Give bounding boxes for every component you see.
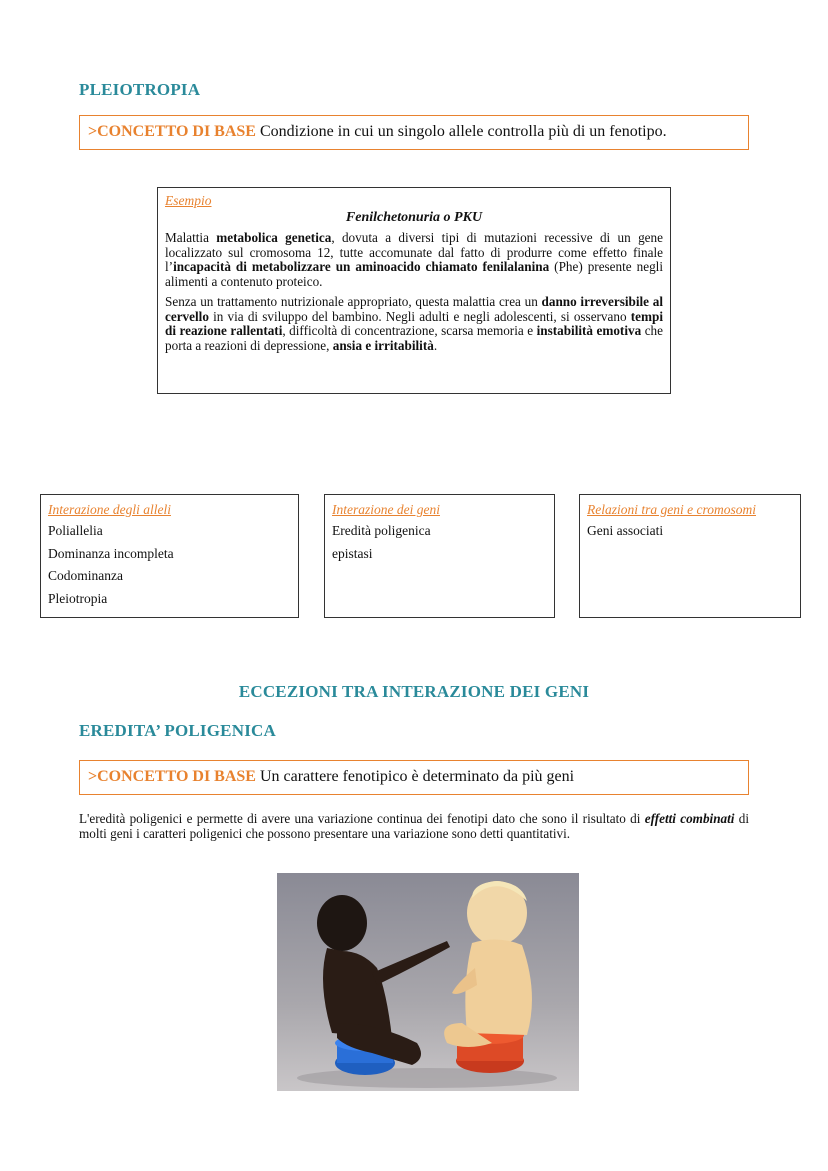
concept-tag: >CONCETTO DI BASE	[88, 768, 256, 785]
text-run: L'eredità poligenici e permette di avere una variazione continua dei fenotipi dato che sono il risultato di	[79, 811, 645, 826]
card-item: Poliallelia	[48, 523, 103, 538]
text-run: di molti geni i caratteri poligenici che possono presentare una variazione sono detti quantitativi.	[79, 811, 750, 841]
card-relazioni-geni-cromosomi	[579, 494, 801, 618]
example-label: Esempio	[165, 193, 212, 208]
text-run: Senza un trattamento nutrizionale appropriato, questa malattia crea un	[165, 294, 542, 309]
children-illustration	[277, 873, 579, 1091]
text-run: in via di sviluppo del bambino. Negli adulti e negli adolescenti, si osservano	[208, 308, 631, 324]
concept-tag: >CONCETTO DI BASE	[88, 123, 256, 140]
emphasis-text: ansia e irritabilità	[332, 337, 434, 353]
card-title: Relazioni tra geni e cromosomi	[587, 502, 756, 517]
card-item: Eredità poligenica	[332, 523, 431, 538]
card-interazione-alleli	[40, 494, 299, 618]
text-run: , difficoltà di concentrazione, scarsa memoria e	[282, 323, 537, 338]
example-title: Fenilchetonuria o PKU	[345, 209, 483, 225]
card-title: Interazione dei geni	[332, 502, 440, 517]
text-run: Malattia	[165, 230, 217, 245]
poligenica-paragraph	[79, 812, 749, 841]
card-title: Interazione degli alleli	[48, 502, 171, 517]
pleiotropia-heading: PLEIOTROPIA	[79, 80, 201, 99]
emphasis-text: danno irreversibile al cervello	[165, 294, 663, 324]
emphasis-text: incapacità di metabolizzare un aminoacido chiamato fenilalanina	[173, 259, 550, 274]
card-interazione-geni	[324, 494, 555, 618]
example-box	[157, 187, 671, 394]
concept-box-pleiotropia	[79, 115, 749, 150]
children-photo	[277, 873, 579, 1091]
card-item: epistasi	[332, 545, 373, 561]
concept-text: Condizione in cui un singolo allele controlla più di un fenotipo.	[259, 123, 667, 140]
example-paragraph-1	[165, 231, 663, 289]
card-item: Dominanza incompleta	[48, 545, 174, 561]
concept-text: Un carattere fenotipico è determinato da più geni	[259, 768, 575, 785]
example-paragraph-2	[165, 295, 663, 353]
text-run: , dovuta a diversi tipi di mutazioni recessive di un gene localizzato sul cromosoma 12, tutte accomunate dal fatto di produrre come effetto finale l’	[165, 230, 663, 274]
emphasis-text: metabolica genetica	[216, 230, 332, 245]
emphasis-text: effetti combinati	[644, 811, 735, 826]
text-run: che porta a reazioni di depressione,	[165, 323, 663, 353]
card-item: Pleiotropia	[48, 590, 108, 606]
text-run: .	[433, 337, 438, 353]
card-item: Codominanza	[48, 568, 123, 583]
eccezioni-heading: ECCEZIONI TRA INTERAZIONE DEI GENI	[238, 682, 590, 701]
concept-box-poligenica	[79, 760, 749, 795]
emphasis-text: instabilità emotiva	[536, 323, 642, 338]
card-item: Geni associati	[587, 523, 664, 538]
text-run: (Phe) presente negli alimenti a contenuto proteico.	[165, 259, 663, 289]
emphasis-text: tempi di reazione rallentati	[165, 308, 663, 338]
poligenica-heading: EREDITA’ POLIGENICA	[79, 721, 276, 740]
